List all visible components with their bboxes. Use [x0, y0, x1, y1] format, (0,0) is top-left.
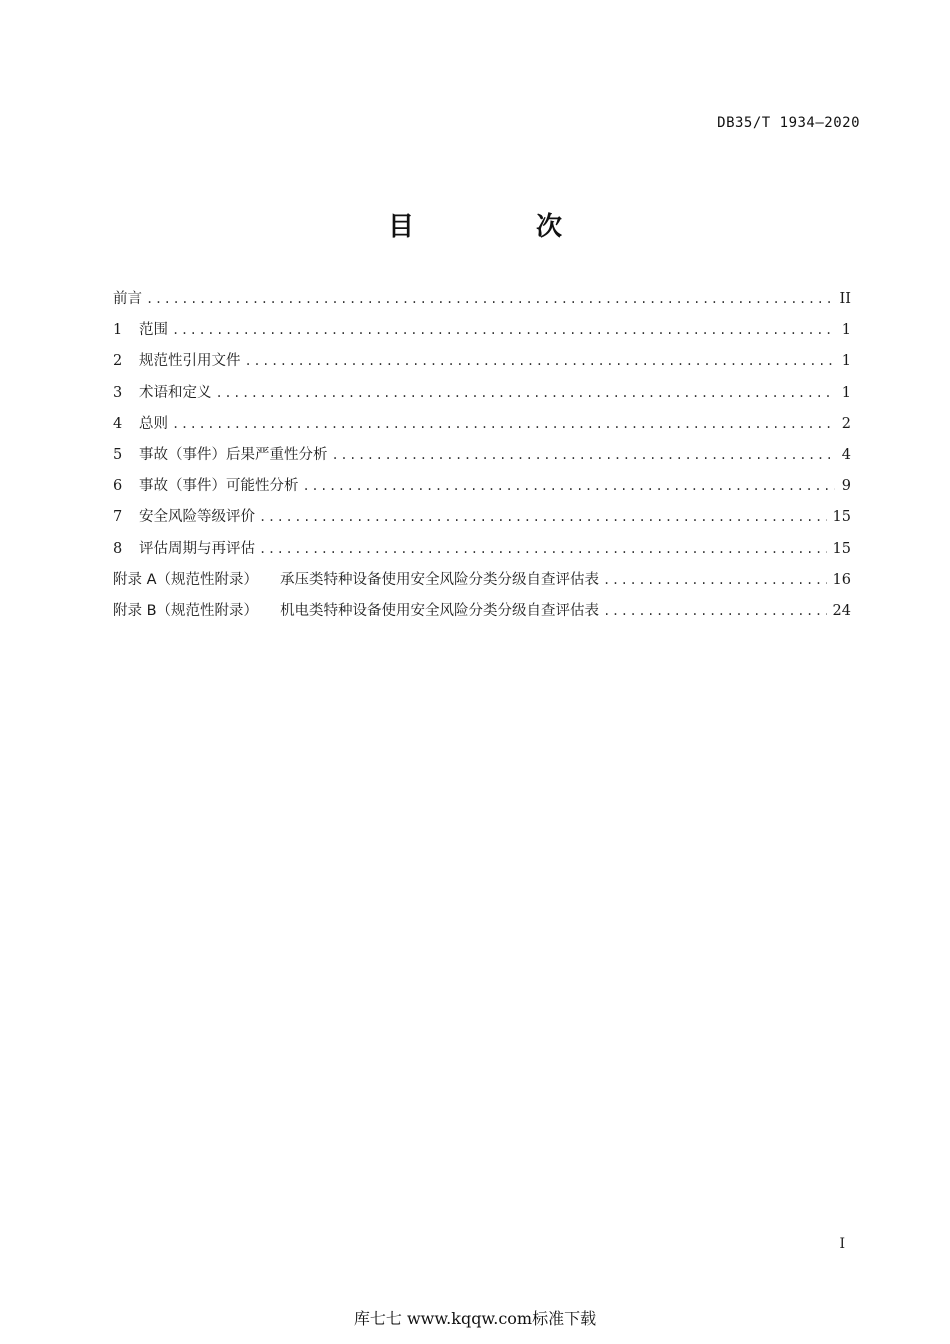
toc-entry-foreword[interactable]: [113, 287, 851, 318]
toc-entry-title: 规范性引用文件: [139, 353, 241, 370]
toc-entry-consequence-severity[interactable]: [113, 443, 851, 474]
toc-entry-page: 24: [832, 602, 851, 619]
footer-watermark: 库七七 www.kqqw.com标准下载: [353, 1309, 597, 1328]
toc-entry-likelihood[interactable]: [113, 474, 851, 505]
toc-entry-number: 4: [113, 415, 123, 432]
toc-entry-title: 评估周期与再评估: [139, 540, 255, 557]
toc-entry-page: 2: [841, 415, 851, 432]
dot-leader: [245, 349, 836, 373]
toc-entry-title: 总则: [139, 415, 168, 432]
toc-entry-title: 事故（事件）后果严重性分析: [139, 446, 328, 463]
dot-leader: [603, 568, 827, 592]
toc-entry-page: 1: [841, 353, 851, 370]
toc-entry-appendix-b[interactable]: [113, 599, 851, 630]
toc-entry-number: 2: [113, 353, 123, 370]
toc-entry-appendix-a[interactable]: [113, 568, 851, 599]
toc-entry-title: 前言: [113, 291, 142, 307]
toc-entry-scope[interactable]: [113, 318, 851, 349]
toc-entry-number: 7: [113, 509, 123, 526]
toc-entry-title: 范围: [139, 322, 168, 339]
dot-leader: [603, 599, 826, 623]
appendix-label: 附录 B（规范性附录）: [113, 602, 259, 619]
table-of-contents: [113, 287, 851, 630]
dot-leader: [216, 381, 836, 405]
toc-entry-title: 术语和定义: [139, 384, 212, 401]
appendix-label: 附录 A（规范性附录）: [113, 571, 259, 588]
dot-leader: [172, 318, 835, 342]
toc-entry-risk-level[interactable]: [113, 505, 851, 536]
appendix-title: 承压类特种设备使用安全风险分类分级自查评估表: [280, 571, 600, 588]
toc-entry-reassessment[interactable]: [113, 537, 851, 568]
toc-entry-number: 5: [113, 446, 123, 463]
standard-code: DB35/T 1934—2020: [717, 115, 860, 131]
toc-entry-page: 15: [832, 509, 851, 526]
toc-entry-number: 6: [113, 478, 123, 495]
toc-entry-page: 9: [841, 478, 851, 495]
dot-leader: [259, 537, 827, 561]
toc-entry-title: 安全风险等级评价: [139, 509, 255, 526]
toc-entry-number: 3: [113, 384, 123, 401]
toc-entry-number: 1: [113, 322, 123, 339]
dot-leader: [303, 474, 836, 498]
page-number: I: [839, 1236, 845, 1252]
toc-entry-normative-references[interactable]: [113, 349, 851, 380]
dot-leader: [332, 443, 836, 467]
toc-entry-terms-definitions[interactable]: [113, 381, 851, 412]
toc-entry-title: 事故（事件）可能性分析: [139, 478, 299, 495]
appendix-title: 机电类特种设备使用安全风险分类分级自查评估表: [280, 602, 600, 619]
toc-entry-general[interactable]: [113, 412, 851, 443]
toc-entry-page: II: [839, 291, 851, 307]
toc-entry-page: 1: [841, 322, 851, 339]
toc-entry-page: 4: [841, 446, 851, 463]
toc-entry-number: 8: [113, 540, 123, 557]
dot-leader: [172, 412, 835, 436]
toc-entry-page: 1: [841, 384, 851, 401]
toc-entry-page: 16: [832, 571, 851, 588]
toc-entry-page: 15: [832, 540, 851, 557]
dot-leader: [259, 505, 827, 529]
dot-leader: [146, 287, 834, 311]
toc-title: 目 次: [387, 212, 610, 242]
